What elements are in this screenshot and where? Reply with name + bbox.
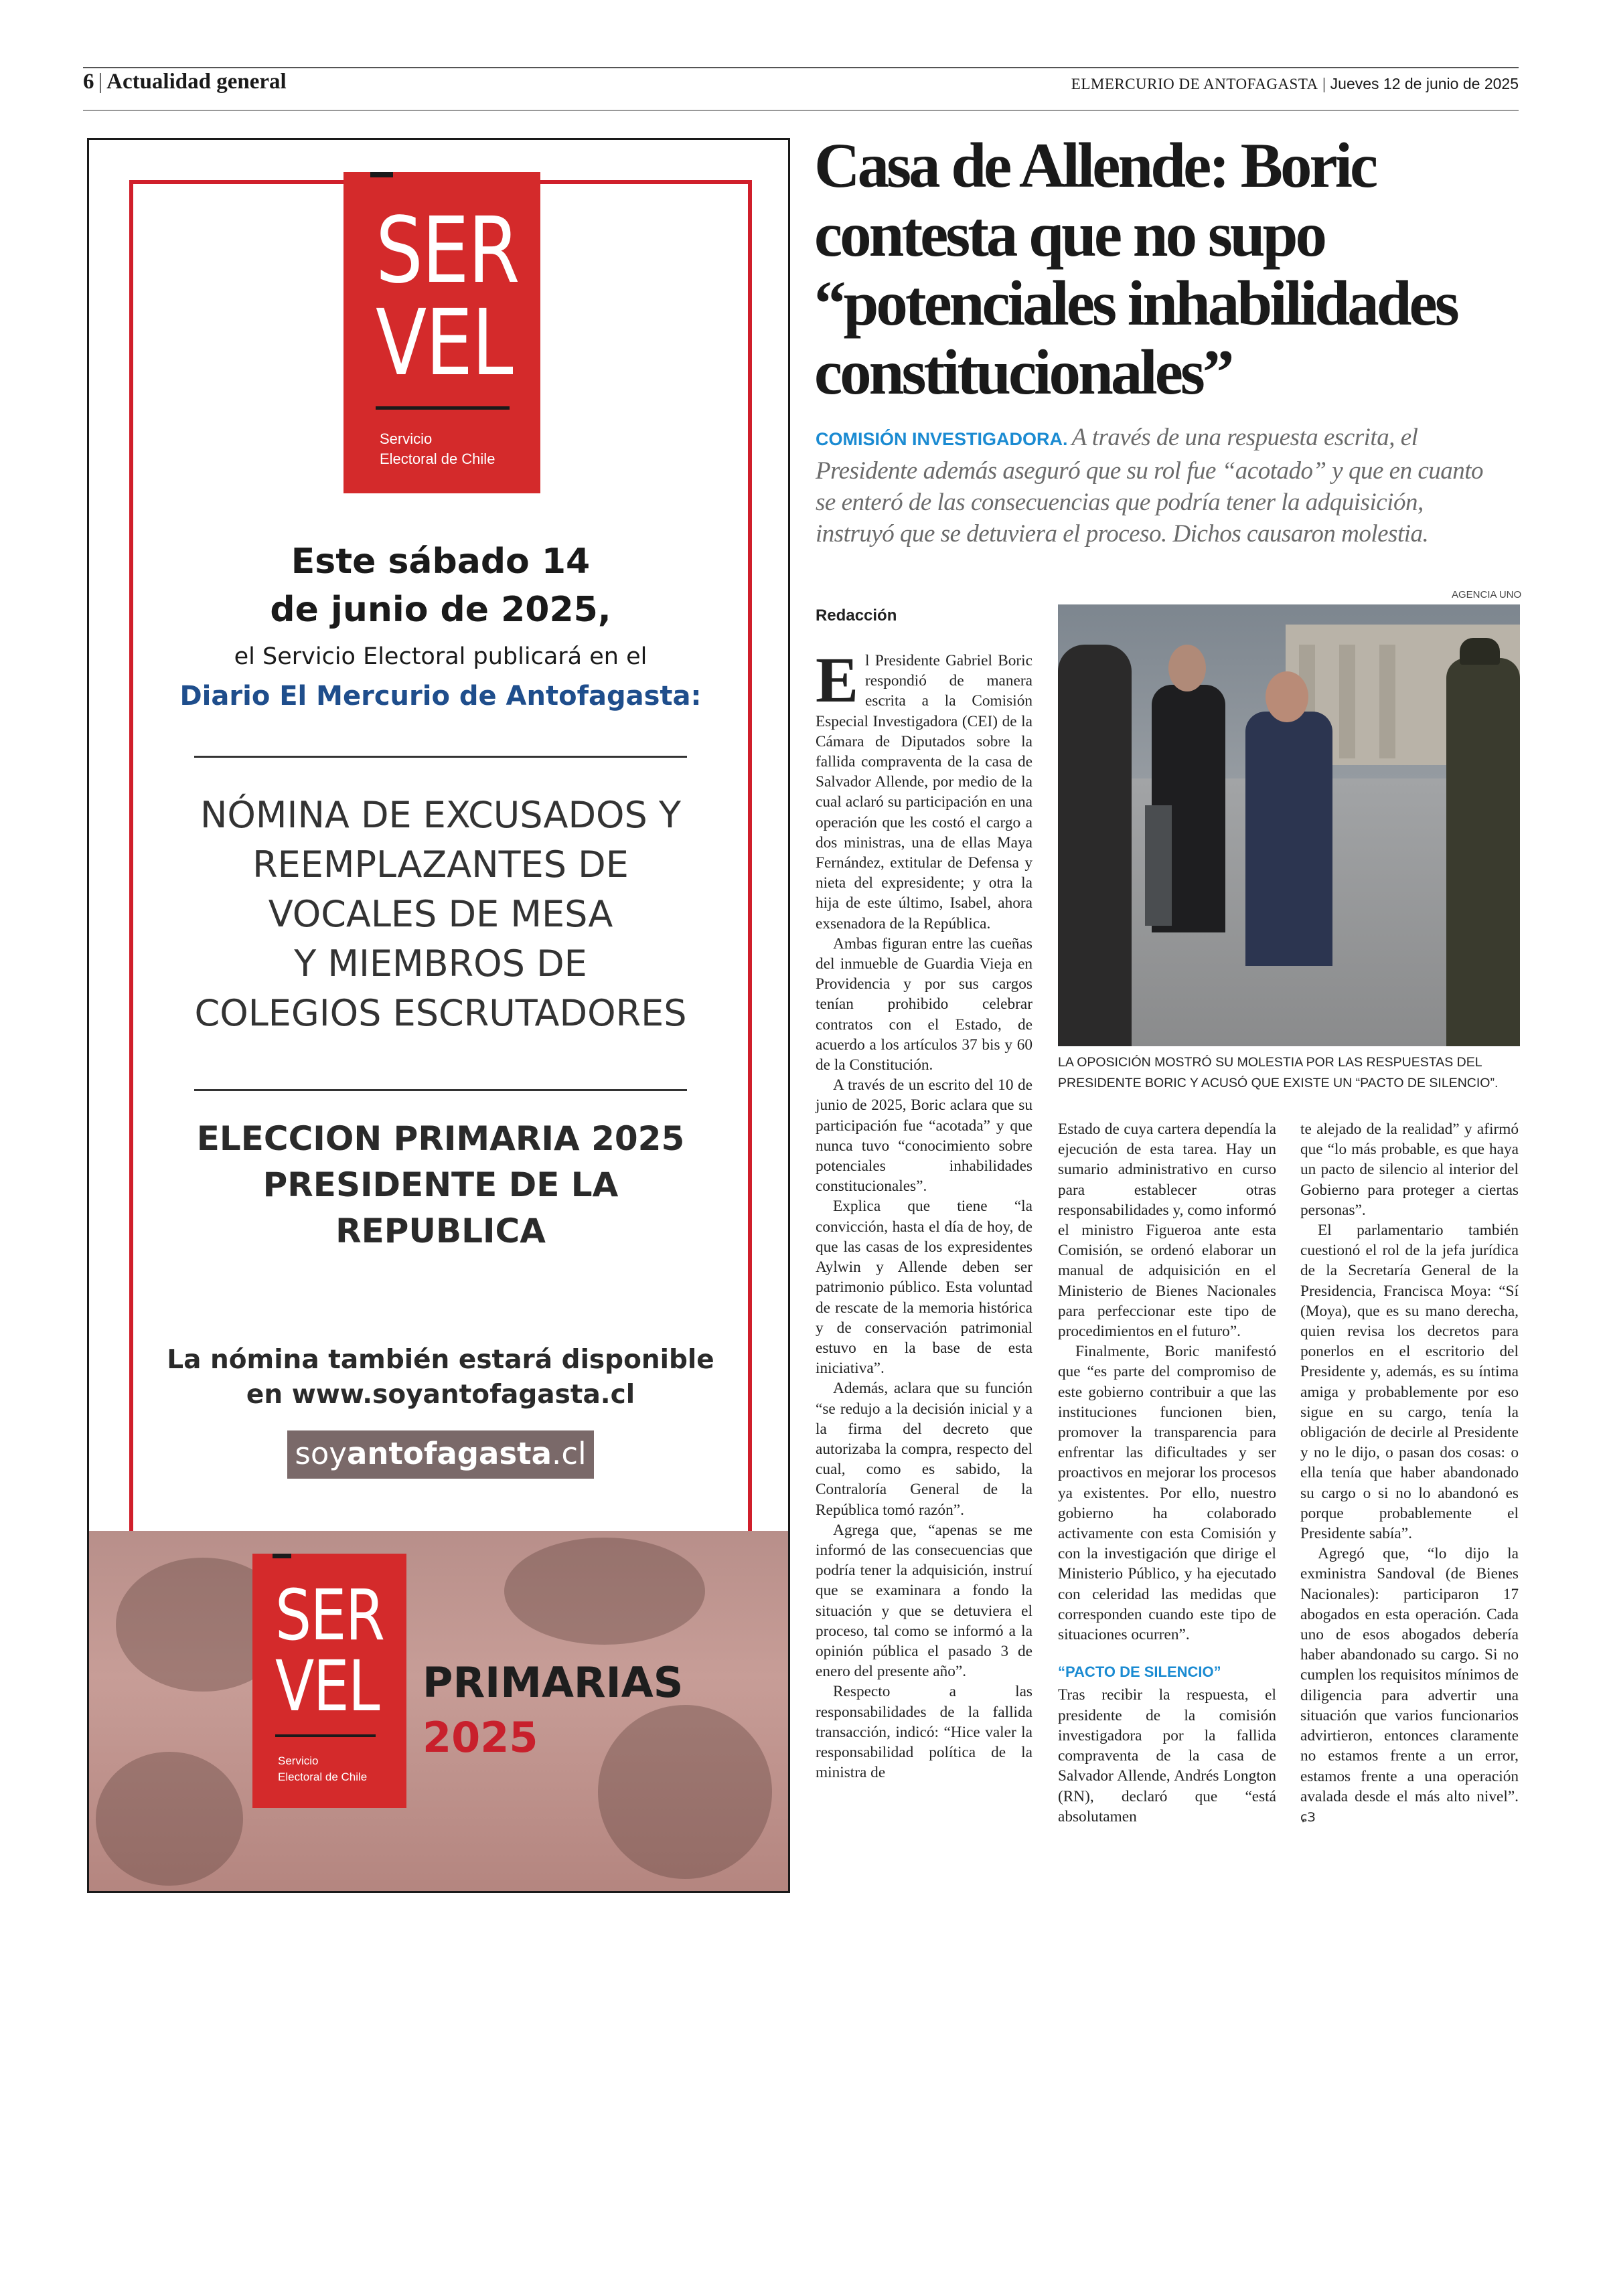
paragraph: Tras recibir la respuesta, el presidente de la comisión investigadora por la fallida compraventa de la casa de Salvador Allende, Andrés Longton (RN), declaró que “está absolutamen — [1058, 1686, 1276, 1825]
paragraph: Ambas figuran entre las cueñas del inmueble de Guardia Vieja en Providencia y por sus cargos tenían prohibido celebrar contratos con el Estado, de acuerdo a los artículos 37 bis y 60 de la Constitución. — [816, 934, 1032, 1074]
photo-credit: AGENCIA UNO — [1452, 589, 1522, 600]
nomina-line: VOCALES DE MESA — [268, 893, 613, 935]
soy-brand: antofagasta — [347, 1436, 552, 1471]
article-photo — [1058, 604, 1520, 1046]
article-headline: Casa de Allende: Boric contesta que no supo “potenciales inhabilidades constitucionales” — [814, 130, 1457, 408]
issue-date: Jueves 12 de junio de 2025 — [1330, 75, 1519, 92]
paragraph-text: Agregó que, “lo dijo la exministra Sandoval (de Bienes Nacionales): participaron 17 abogados en esta operación. Cada uno de esos abogados debería haber abandonado su cargo. Si no cumplen los requisitos mínimos de diligencia para advertir una situación que varios funcionarios advirtieron, entonces claramente no estamos frente a un error, estamos frente a una operación avalada desde el más alto nivel”. — [1300, 1545, 1519, 1805]
logo-subtitle-1: Servicio — [380, 430, 433, 447]
header-top-rule — [83, 67, 1519, 68]
newspaper-name: ELMERCURIO DE ANTOFAGASTA — [1071, 76, 1318, 92]
eleccion-line: PRESIDENTE DE LA — [262, 1165, 619, 1204]
ad-photo-band — [89, 1531, 790, 1893]
page-number: 6 — [83, 70, 94, 94]
ad-publish-line: el Servicio Electoral publicará en el — [234, 643, 647, 670]
primarias-label: PRIMARIAS — [423, 1658, 684, 1707]
ad-date-line-1: Este sábado 14 — [291, 542, 591, 582]
paragraph: Explica que tiene “la convicción, hasta el día de hoy, de que las casas de los expresidentes Aylwin y Allende deben ser patrimonio público. Esta voluntad de rescate de la memoria histórica y de conservación patrimonial estuvo en la base de esta iniciativa”. — [816, 1198, 1032, 1378]
paragraph: te alejado de la realidad” y afirmó que “lo más probable, es que haya un pacto de silencio al interior del Gobierno para proteger a ciertas personas”. — [1300, 1121, 1519, 1219]
ad-nomina-block — [89, 791, 790, 1038]
eleccion-line: ELECCION PRIMARIA 2025 — [196, 1119, 685, 1158]
soy-prefix: soy — [295, 1436, 348, 1471]
logo-ser: SER — [275, 1574, 384, 1656]
paragraph: Además, aclara que su función “se redujo a la decisión inicial y a la firma del decreto que autorizaba la compra, respecto del cual, como es sabido, la Contraloría General de la República tomó razón”. — [816, 1380, 1032, 1519]
ad-divider-2 — [194, 1089, 687, 1091]
paragraph: Finalmente, Boric manifestó que “es parte del compromiso de este gobierno contribuir a que las instituciones funcionen bien, promover la transparencia para enfrentar las dificultades y ser proactivos en mejorar los procesos ya existentes. Por ello, nuestro gobierno ha colaborado activamente con esta Comisión y con la investigación que dirige el Ministerio Público, y ha ejecutado con celeridad las medidas que corresponden cuando este tipo de situaciones ocurren”. — [1058, 1343, 1276, 1644]
article-column-1 — [816, 644, 1032, 1783]
masthead-info: ELMERCURIO DE ANTOFAGASTA | Jueves 12 de junio de 2025 — [1071, 75, 1519, 92]
paragraph-text: l Presidente Gabriel Boric respondió de manera escrita a la Comisión Especial Investigadora (CEI) de la Cámara de Diputados sobre la fallida compraventa de la casa de Salvador Allende, por medio de la cual aclaró su participación en una operación que les costó el cargo a dos ministras, una de ellas Maya Fernández, extitular de Defensa y nieta del expresidente; y otra la hija de este último, Isabel, ahora exsenadora de la República. — [816, 652, 1032, 932]
photo-caption: LA OPOSICIÓN MOSTRÓ SU MOLESTIA POR LAS RESPUESTAS DEL PRESIDENTE BORIC Y ACUSÓ QUE EXISTE UN “PACTO DE SILENCIO”. — [1058, 1055, 1499, 1090]
paragraph — [1300, 1544, 1519, 1827]
ad-disponible-line-2: en www.soyantofagasta.cl — [246, 1380, 635, 1410]
ad-date-line-2: de junio de 2025, — [270, 590, 611, 630]
article-byline: Redacción — [816, 606, 897, 625]
ad-eleccion-block — [89, 1116, 790, 1254]
paragraph: A través de un escrito del 10 de junio de 2025, Boric aclara que su participación fue “acotada” y que nunca tuvo “conocimiento sobre potenciales inhabilidades constitucionales”. — [816, 1076, 1032, 1196]
paragraph: El parlamentario también cuestionó el rol de la jefa jurídica de la Secretaría General de la Presidencia, Francisca Moya: “Sí (Moya), que es su mano derecha, quien revisa los decretos para ponerlos en el escritorio del Presidente y, además, es su íntima amiga y probablemente por eso sigue en su cargo, tenía la obligación de decirle al Presidente y no le dijo, o pasan dos cosas: o ella tenía que haber abandonado su cargo o si no lo abandonó es porque probablemente el Presidente sabía”. — [1300, 1222, 1519, 1543]
logo-subtitle-2: Electoral de Chile — [278, 1771, 368, 1783]
section-name: Actualidad general — [106, 70, 287, 94]
logo-subtitle-2: Electoral de Chile — [380, 450, 495, 467]
section-label: 6 | Actualidad general — [83, 70, 287, 94]
logo-vel: VEL — [275, 1645, 379, 1727]
servel-logo-small — [252, 1554, 406, 1808]
drop-cap: E — [816, 644, 859, 716]
soyantofagasta-logo — [287, 1430, 594, 1479]
nomina-line: Y MIEMBROS DE — [294, 942, 587, 985]
logo-subtitle-1: Servicio — [278, 1754, 319, 1767]
article-subhead: “PACTO DE SILENCIO” — [1058, 1663, 1221, 1681]
paragraph — [816, 644, 1032, 934]
article-column-2 — [1058, 1119, 1276, 1827]
eleccion-line: REPUBLICA — [335, 1212, 546, 1250]
lead-kicker: COMISIÓN INVESTIGADORA. — [816, 429, 1068, 449]
logo-ser: SER — [376, 198, 519, 304]
end-mark: ɕЗ — [1300, 1809, 1316, 1825]
paragraph: Agrega que, “apenas se me informó de las consecuencias que podría tener la adquisición, instruí que se examinara a fondo la situación y que se detuviera el proceso, tal como se informó a la opinión pública el pasado 3 de enero del presente año”. — [816, 1521, 1032, 1681]
servel-advertisement — [87, 138, 790, 1893]
servel-logo — [343, 172, 540, 493]
nomina-line: COLEGIOS ESCRUTADORES — [194, 992, 687, 1034]
logo-vel: VEL — [376, 291, 512, 396]
ad-disponible-line-1: La nómina también estará disponible — [167, 1345, 714, 1375]
article-lead — [816, 422, 1505, 550]
lead-text: A través de una respuesta escrita, el Presidente además aseguró que su rol fue “acotado” y que en cuanto se enteró de las consecuencias que podría tener la adquisición, instruyó que se detuviera el proceso. Dichos causaron molestia. — [816, 424, 1484, 548]
soy-suffix: .cl — [552, 1436, 587, 1471]
nomina-line: REEMPLAZANTES DE — [252, 843, 629, 886]
page-header — [83, 70, 1519, 107]
header-bottom-rule — [83, 110, 1519, 111]
article-column-3 — [1300, 1119, 1519, 1827]
primarias-year: 2025 — [423, 1713, 538, 1762]
paragraph: Respecto a las responsabilidades de la fallida transacción, indicó: “Hice valer la responsabilidad política de la ministra de — [816, 1683, 1032, 1782]
nomina-line: NÓMINA DE EXCUSADOS Y — [200, 794, 681, 836]
ad-diario-line: Diario El Mercurio de Antofagasta: — [179, 681, 702, 712]
ad-divider-1 — [194, 756, 687, 758]
paragraph: Estado de cuya cartera dependía la ejecución de esta tarea. Hay un sumario administrativo en curso para establecer otras responsabilidades y, como informó el ministro Figueroa ante esta Comisión, se ordenó elaborar un manual de adquisición en el Ministerio de Bienes Nacionales para perfeccionar este tipo de procedimientos en el futuro”. — [1058, 1121, 1276, 1341]
